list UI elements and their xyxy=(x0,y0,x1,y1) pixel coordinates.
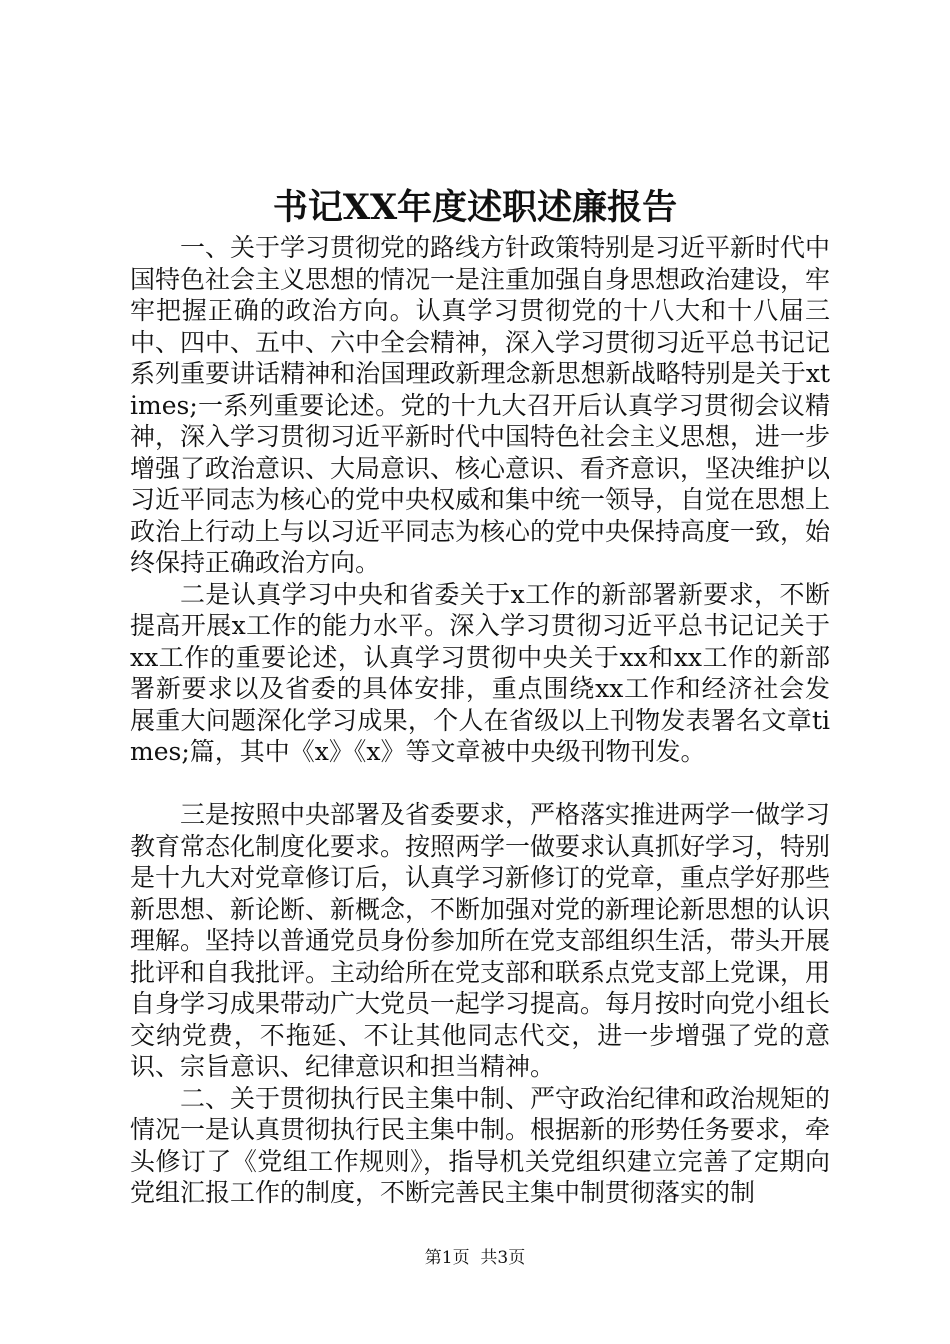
document-body xyxy=(130,232,830,1209)
page-total: 共3页 xyxy=(480,1248,526,1268)
paragraph-4: 二、关于贯彻执行民主集中制、严守政治纪律和政治规矩的情况一是认真贯彻执行民主集中制。根据新的形势任务要求，牵头修订了《党组工作规则》，指导机关党组织建立完善了定期向党组汇报工作的制度，不断完善民主集中制贯彻落实的制 xyxy=(130,1083,831,1207)
paragraph-2: 二是认真学习中央和省委关于x工作的新部署新要求，不断提高开展x工作的能力水平。深入学习贯彻习近平总书记记关于xx工作的重要论述，认真学习贯彻中央关于xx和xx工作的新部署新要求以及省委的具体安排，重点围绕xx工作和经济社会发展重大问题深化学习成果，个人在省级以上刊物发表署名文章times;篇，其中《x》《x》等文章被中央级刊物刊发。 xyxy=(130,579,830,766)
page-number: 第1页 xyxy=(424,1248,470,1268)
paragraph-3: 三是按照中央部署及省委要求，严格落实推进两学一做学习教育常态化制度化要求。按照两学一做要求认真抓好学习，特别是十九大对党章修订后，认真学习新修订的党章，重点学好那些新思想、新论断、新概念，不断加强对党的新理论新思想的认识理解。坚持以普通党员身份参加所在党支部组织生活，带头开展批评和自我批评。主动给所在党支部和联系点党支部上党课，用自身学习成果带动广大党员一起学习提高。每月按时向党小组长交纳党费，不拖延、不让其他同志代交，进一步增强了党的意识、宗旨意识、纪律意识和担当精神。 xyxy=(130,800,831,1081)
document-title: 书记XX年度述职述廉报告 xyxy=(272,187,678,228)
paragraph-1: 一、关于学习贯彻党的路线方针政策特别是习近平新时代中国特色社会主义思想的情况一是注重加强自身思想政治建设，牢牢把握正确的政治方向。认真学习贯彻党的十八大和十八届三中、四中、五中、六中全会精神，深入学习贯彻习近平总书记记系列重要讲话精神和治国理政新理念新思想新战略特别是关于xtimes;一系列重要论述。党的十九大召开后认真学习贯彻会议精神，深入学习贯彻习近平新时代中国特色社会主义思想，进一步增强了政治意识、大局意识、核心意识、看齐意识，坚决维护以习近平同志为核心的党中央权威和集中统一领导，自觉在思想上政治上行动上与以习近平同志为核心的党中央保持高度一致，始终保持正确政治方向。 xyxy=(130,233,831,577)
page-footer xyxy=(0,1246,950,1270)
footer-spacer xyxy=(470,1248,481,1268)
